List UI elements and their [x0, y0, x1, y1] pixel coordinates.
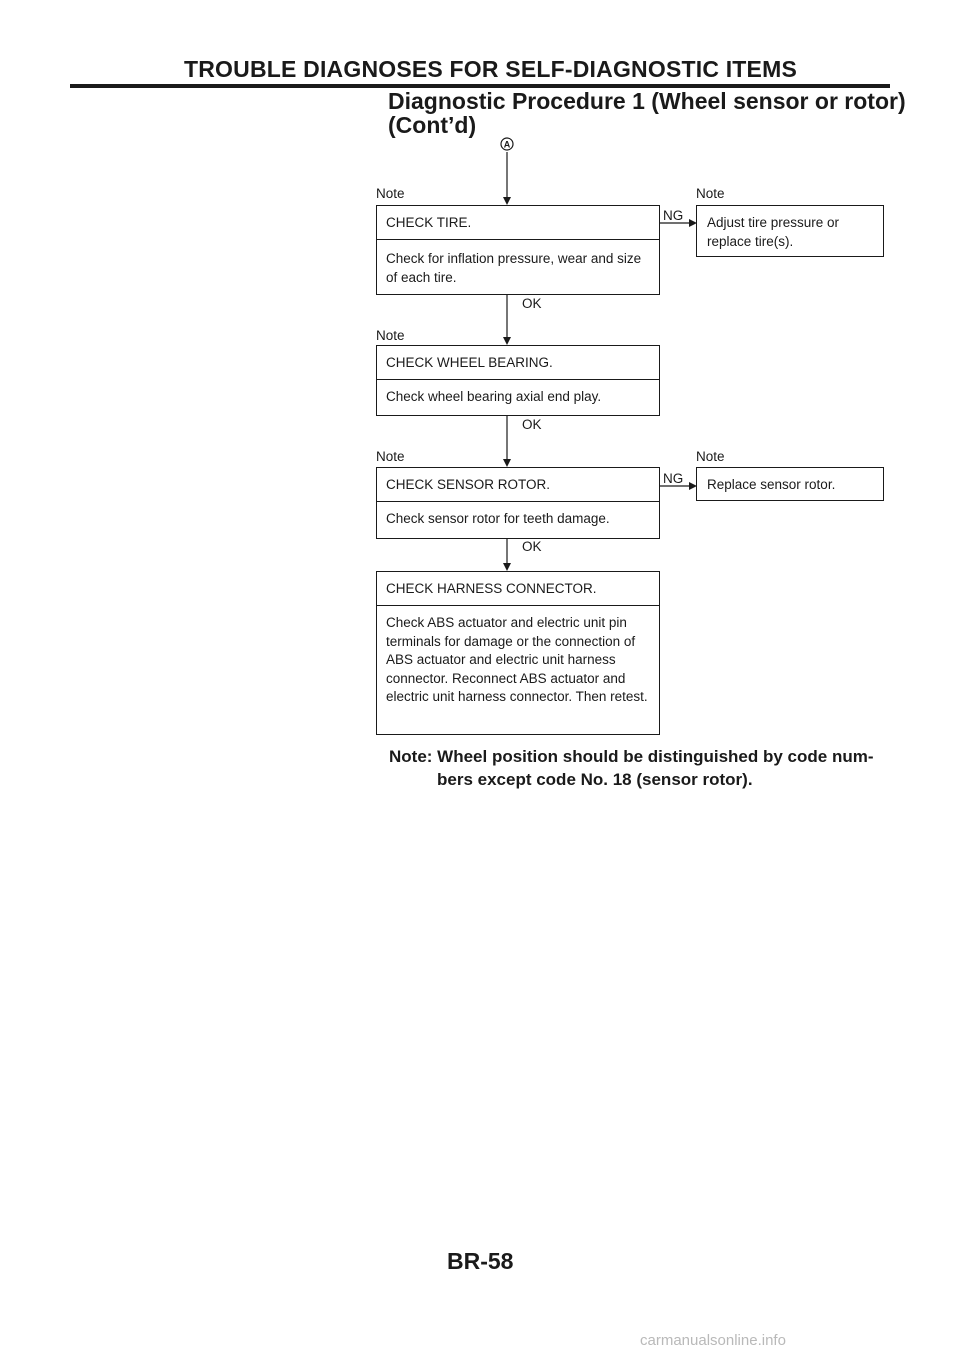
check-harness-connector-box	[376, 571, 660, 735]
note-label: Note	[376, 449, 405, 464]
step-body: Check sensor rotor for teeth damage.	[386, 511, 610, 526]
note-label: Note	[696, 186, 725, 201]
arrow-down-icon	[503, 459, 511, 467]
note-label: Note	[376, 328, 405, 343]
note-label: Note	[696, 449, 725, 464]
ng-label: NG	[663, 208, 684, 223]
step-title: CHECK SENSOR ROTOR.	[377, 468, 659, 502]
section-title: TROUBLE DIAGNOSES FOR SELF-DIAGNOSTIC ITEMS	[184, 56, 798, 82]
arrow-down-icon	[503, 337, 511, 345]
step-body: Check wheel bearing axial end play.	[386, 389, 602, 404]
ok-label: OK	[522, 417, 542, 432]
adjust-tire-box: Adjust tire pressure or replace tire(s).	[696, 205, 884, 257]
note-label: Note	[376, 186, 405, 201]
step-title: CHECK HARNESS CONNECTOR.	[377, 572, 659, 606]
procedure-title-continued: (Cont’d)	[388, 112, 477, 138]
arrow-down-icon	[503, 197, 511, 205]
step-body: Check ABS actuator and electric unit pin terminals for damage or the connection of ABS actuator and electric unit harness connector. Reconnect ABS actuator and electric unit harness connector. Then retest.	[386, 615, 648, 704]
check-wheel-bearing-box	[376, 345, 660, 416]
replace-sensor-rotor-box: Replace sensor rotor.	[696, 467, 884, 501]
check-sensor-rotor-box	[376, 467, 660, 539]
ok-label: OK	[522, 539, 542, 554]
check-tire-box	[376, 205, 660, 295]
connector-label: A	[503, 139, 511, 150]
ng-label: NG	[663, 471, 684, 486]
step-title: CHECK TIRE.	[377, 206, 659, 240]
procedure-title: Diagnostic Procedure 1 (Wheel sensor or rotor)	[388, 88, 906, 114]
footnote	[389, 745, 889, 791]
page-number: BR-58	[447, 1248, 514, 1274]
step-body: Check for inflation pressure, wear and size of each tire.	[386, 251, 642, 285]
arrow-down-icon	[503, 563, 511, 571]
footnote-line-2: bers except code No. 18 (sensor rotor).	[437, 770, 753, 789]
ok-label: OK	[522, 296, 542, 311]
footnote-line-1: Note: Wheel position should be distinguished by code num-	[389, 747, 874, 766]
step-title: CHECK WHEEL BEARING.	[377, 346, 659, 380]
connector-a-icon	[497, 135, 517, 153]
watermark: carmanualsonline.info	[640, 1332, 786, 1349]
